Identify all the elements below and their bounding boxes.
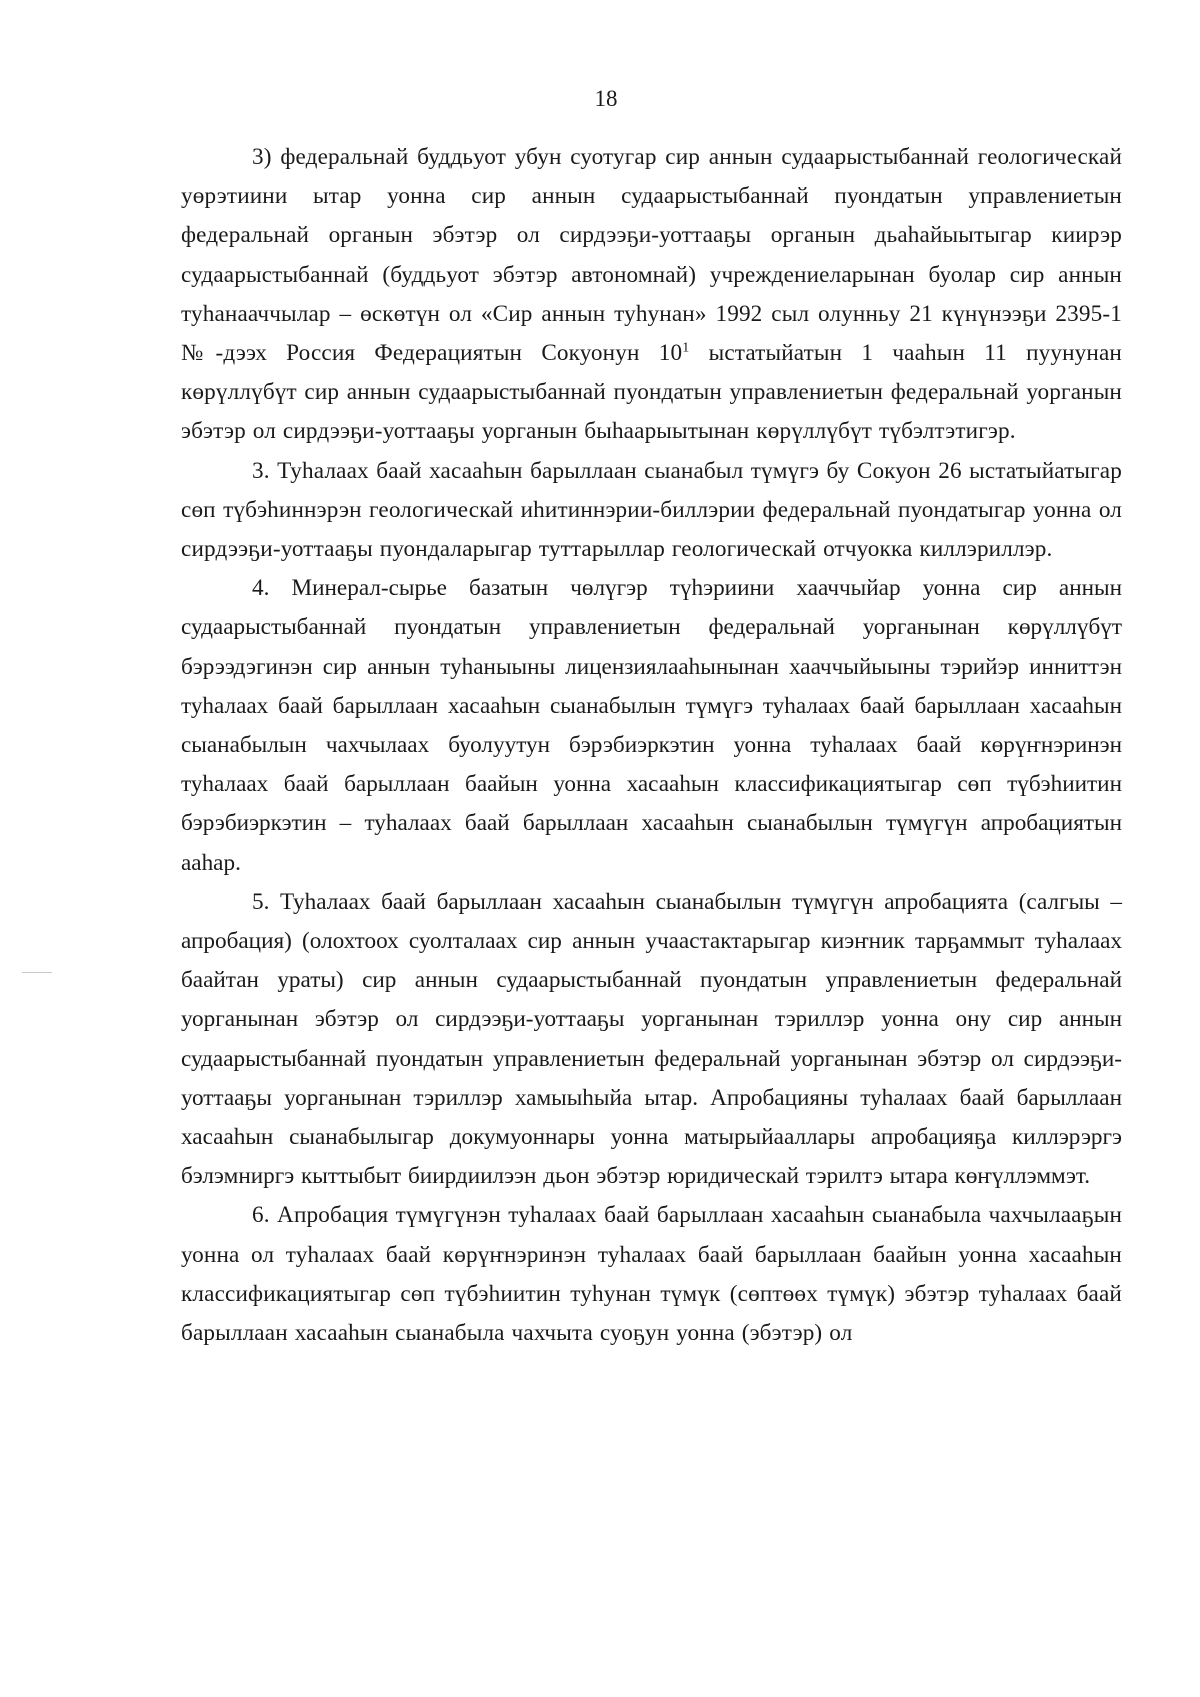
page-number: 18	[594, 86, 618, 111]
paragraph-3: 3. Туһалаах баай хасааһын барыллаан сыанабыл түмүгэ бу Сокуон 26 ыстатыйатыгар сөп түбэһиннэрэн геологическай иһитиннэрии-биллэрии федеральнай пуондатыгар уонна ол сирдээҕи-уоттааҕы пуондаларыгар туттарыллар геологическай отчуокка киллэриллэр.	[181, 457, 1122, 563]
paragraph-4: 4. Минерал-сырье базатын чөлүгэр түһэриини хааччыйар уонна сир аннын судаарыстыбаннай пуондатын управлениетын федеральнай уорганынан көрүллүбүт бэрээдэгинэн сир аннын туһаныыны лицензиялааһынынан хааччыйыыны тэрийэр инниттэн туһалаах баай барыллаан хасааһын сыанабылын түмүгэ туһалаах баай барыллаан хасааһын сыанабылын чахчылаах буолуутун бэрэбиэркэтин уонна туһалаах баай көрүҥнэринэн туһалаах баай барыллаан баайын уонна хасааһын классификациятыгар сөп түбэһиитин бэрэбиэркэтин – туһалаах баай барыллаан хасааһын сыанабылын түмүгүн апробациятын ааһар.	[181, 575, 1122, 876]
paragraph-text: 3) федеральнай буддьуот убун суотугар сир аннын судаарыстыбаннай геологическай уөрэтиини ытар уонна сир аннын судаарыстыбаннай пуондатын управлениетын федеральнай органын эбэтэр ол сирдээҕи-уоттааҕы органын дьаһайыытыгар киирэр судаарыстыбаннай (буддьуот эбэтэр автономнай) учреждениеларынан буолар сир аннын туһанааччылар – өскөтүн ол «Сир аннын туһунан» 1992 сыл олунньу 21 күнүнээҕи 2395-1 №-дээх Россия Федерациятын Сокуонун 10	[181, 144, 1122, 367]
paragraph-item-3	[181, 138, 1122, 452]
scan-artifact-line	[22, 972, 52, 973]
document-body	[181, 138, 1122, 1353]
paragraph-5: 5. Туһалаах баай барыллаан хасааһын сыанабылын түмүгүн апробацията (салгыы – апробация) (олохтоох суолталаах сир аннын учаастактарыгар киэҥник тарҕаммыт туһалаах баайтан ураты) сир аннын судаарыстыбаннай пуондатын управлениетын федеральнай уорганынан эбэтэр ол сирдээҕи-уоттааҕы уорганынан тэриллэр уонна ону сир аннын судаарыстыбаннай пуондатын управлениетын федеральнай уорганынан эбэтэр ол сирдээҕи-уоттааҕы уорганынан тэриллэр хамыыһыйа ытар. Апробацияны туһалаах баай барыллаан хасааһын сыанабылыгар докумуоннары уонна матырыйааллары апробацияҕа киллэрэргэ бэлэмниргэ кыттыбыт биирдиилээн дьон эбэтэр юридическай тэрилтэ ытара көҥүллэммэт.	[181, 888, 1122, 1190]
paragraph-text-continued: ыстатыйатын 1 чааһын 11 пуунунан көрүллүбүт сир аннын судаарыстыбаннай пуондатын управлениетын федеральнай уорганын эбэтэр ол сирдээҕи-уоттааҕы уорганын быһаарыытынан көрүллүбүт түбэлтэтигэр.	[181, 340, 1122, 445]
paragraph-6: 6. Апробация түмүгүнэн туһалаах баай барыллаан хасааһын сыанабыла чахчылааҕын уонна ол туһалаах баай көрүҥнэринэн туһалаах баай барыллаан баайын уонна хасааһын классификациятыгар сөп түбэһиитин туһунан түмүк (сөптөөх түмүк) эбэтэр туһалаах баай барыллаан хасааһын сыанабыла чахчыта суоҕун уонна (эбэтэр) ол	[181, 1202, 1122, 1347]
superscript-marker: 1	[682, 340, 690, 356]
